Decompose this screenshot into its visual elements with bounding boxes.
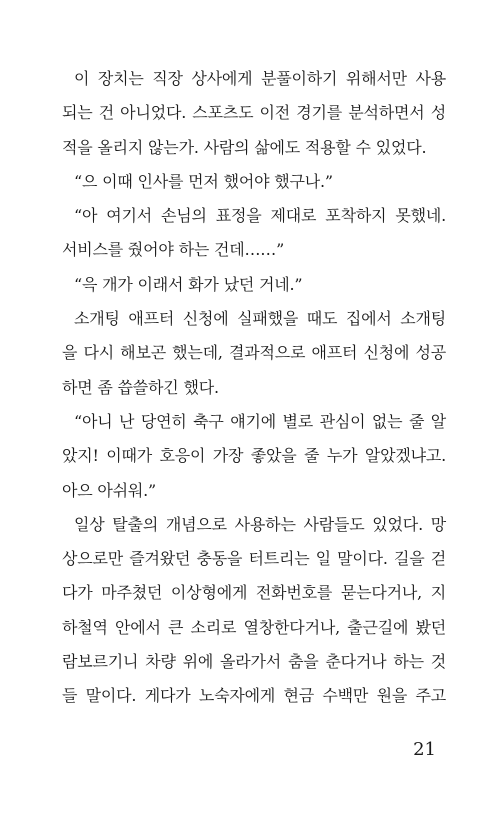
text-line: 상으로만 즐겨왔던 충동을 터트리는 일 말이다. 길을 걷 [62,549,446,569]
dialogue-line: “아니 난 당연히 축구 얘기에 별로 관심이 없는 줄 알 [74,411,446,431]
text-line: 들 말이다. 게다가 노숙자에게 현금 수백만 원을 주고 [62,686,446,706]
body-text [62,62,446,714]
dialogue-line: “으 이때 인사를 먼저 했어야 했구나.” [74,171,333,191]
page-number: 21 [413,739,436,760]
text-line: 하면 좀 씁쓸하긴 했다. [62,377,219,397]
dialogue-line: 아으 아쉬워.” [62,480,157,500]
text-line: 다가 마주쳤던 이상형에게 전화번호를 묻는다거나, 지 [62,583,446,603]
text-line: 을 다시 해보곤 했는데, 결과적으로 애프터 신청에 성공 [62,343,446,363]
text-line: 소개팅 애프터 신청에 실패했을 때도 집에서 소개팅 [74,309,446,329]
text-line: 적을 올리지 않는가. 사람의 삶에도 적용할 수 있었다. [62,137,427,157]
text-line: 이 장치는 직장 상사에게 분풀이하기 위해서만 사용 [74,69,446,88]
dialogue-line: 서비스를 줬어야 하는 건데……” [62,240,285,260]
text-line: 되는 건 아니었다. 스포츠도 이전 경기를 분석하면서 성 [62,103,446,123]
dialogue-line: “아 여기서 손님의 표정을 제대로 포착하지 못했네. [74,206,446,226]
text-line: 람보르기니 차량 위에 올라가서 춤을 춘다거나 하는 것 [62,652,446,672]
dialogue-line: “윽 개가 이래서 화가 났던 거네.” [74,274,303,294]
text-line: 일상 탈출의 개념으로 사용하는 사람들도 있었다. 망 [74,514,447,534]
text-line: 하철역 안에서 큰 소리로 열창한다거나, 출근길에 봤던 [62,617,446,637]
dialogue-line: 았지! 이때가 호응이 가장 좋았을 줄 누가 알았겠냐고. [62,446,446,466]
